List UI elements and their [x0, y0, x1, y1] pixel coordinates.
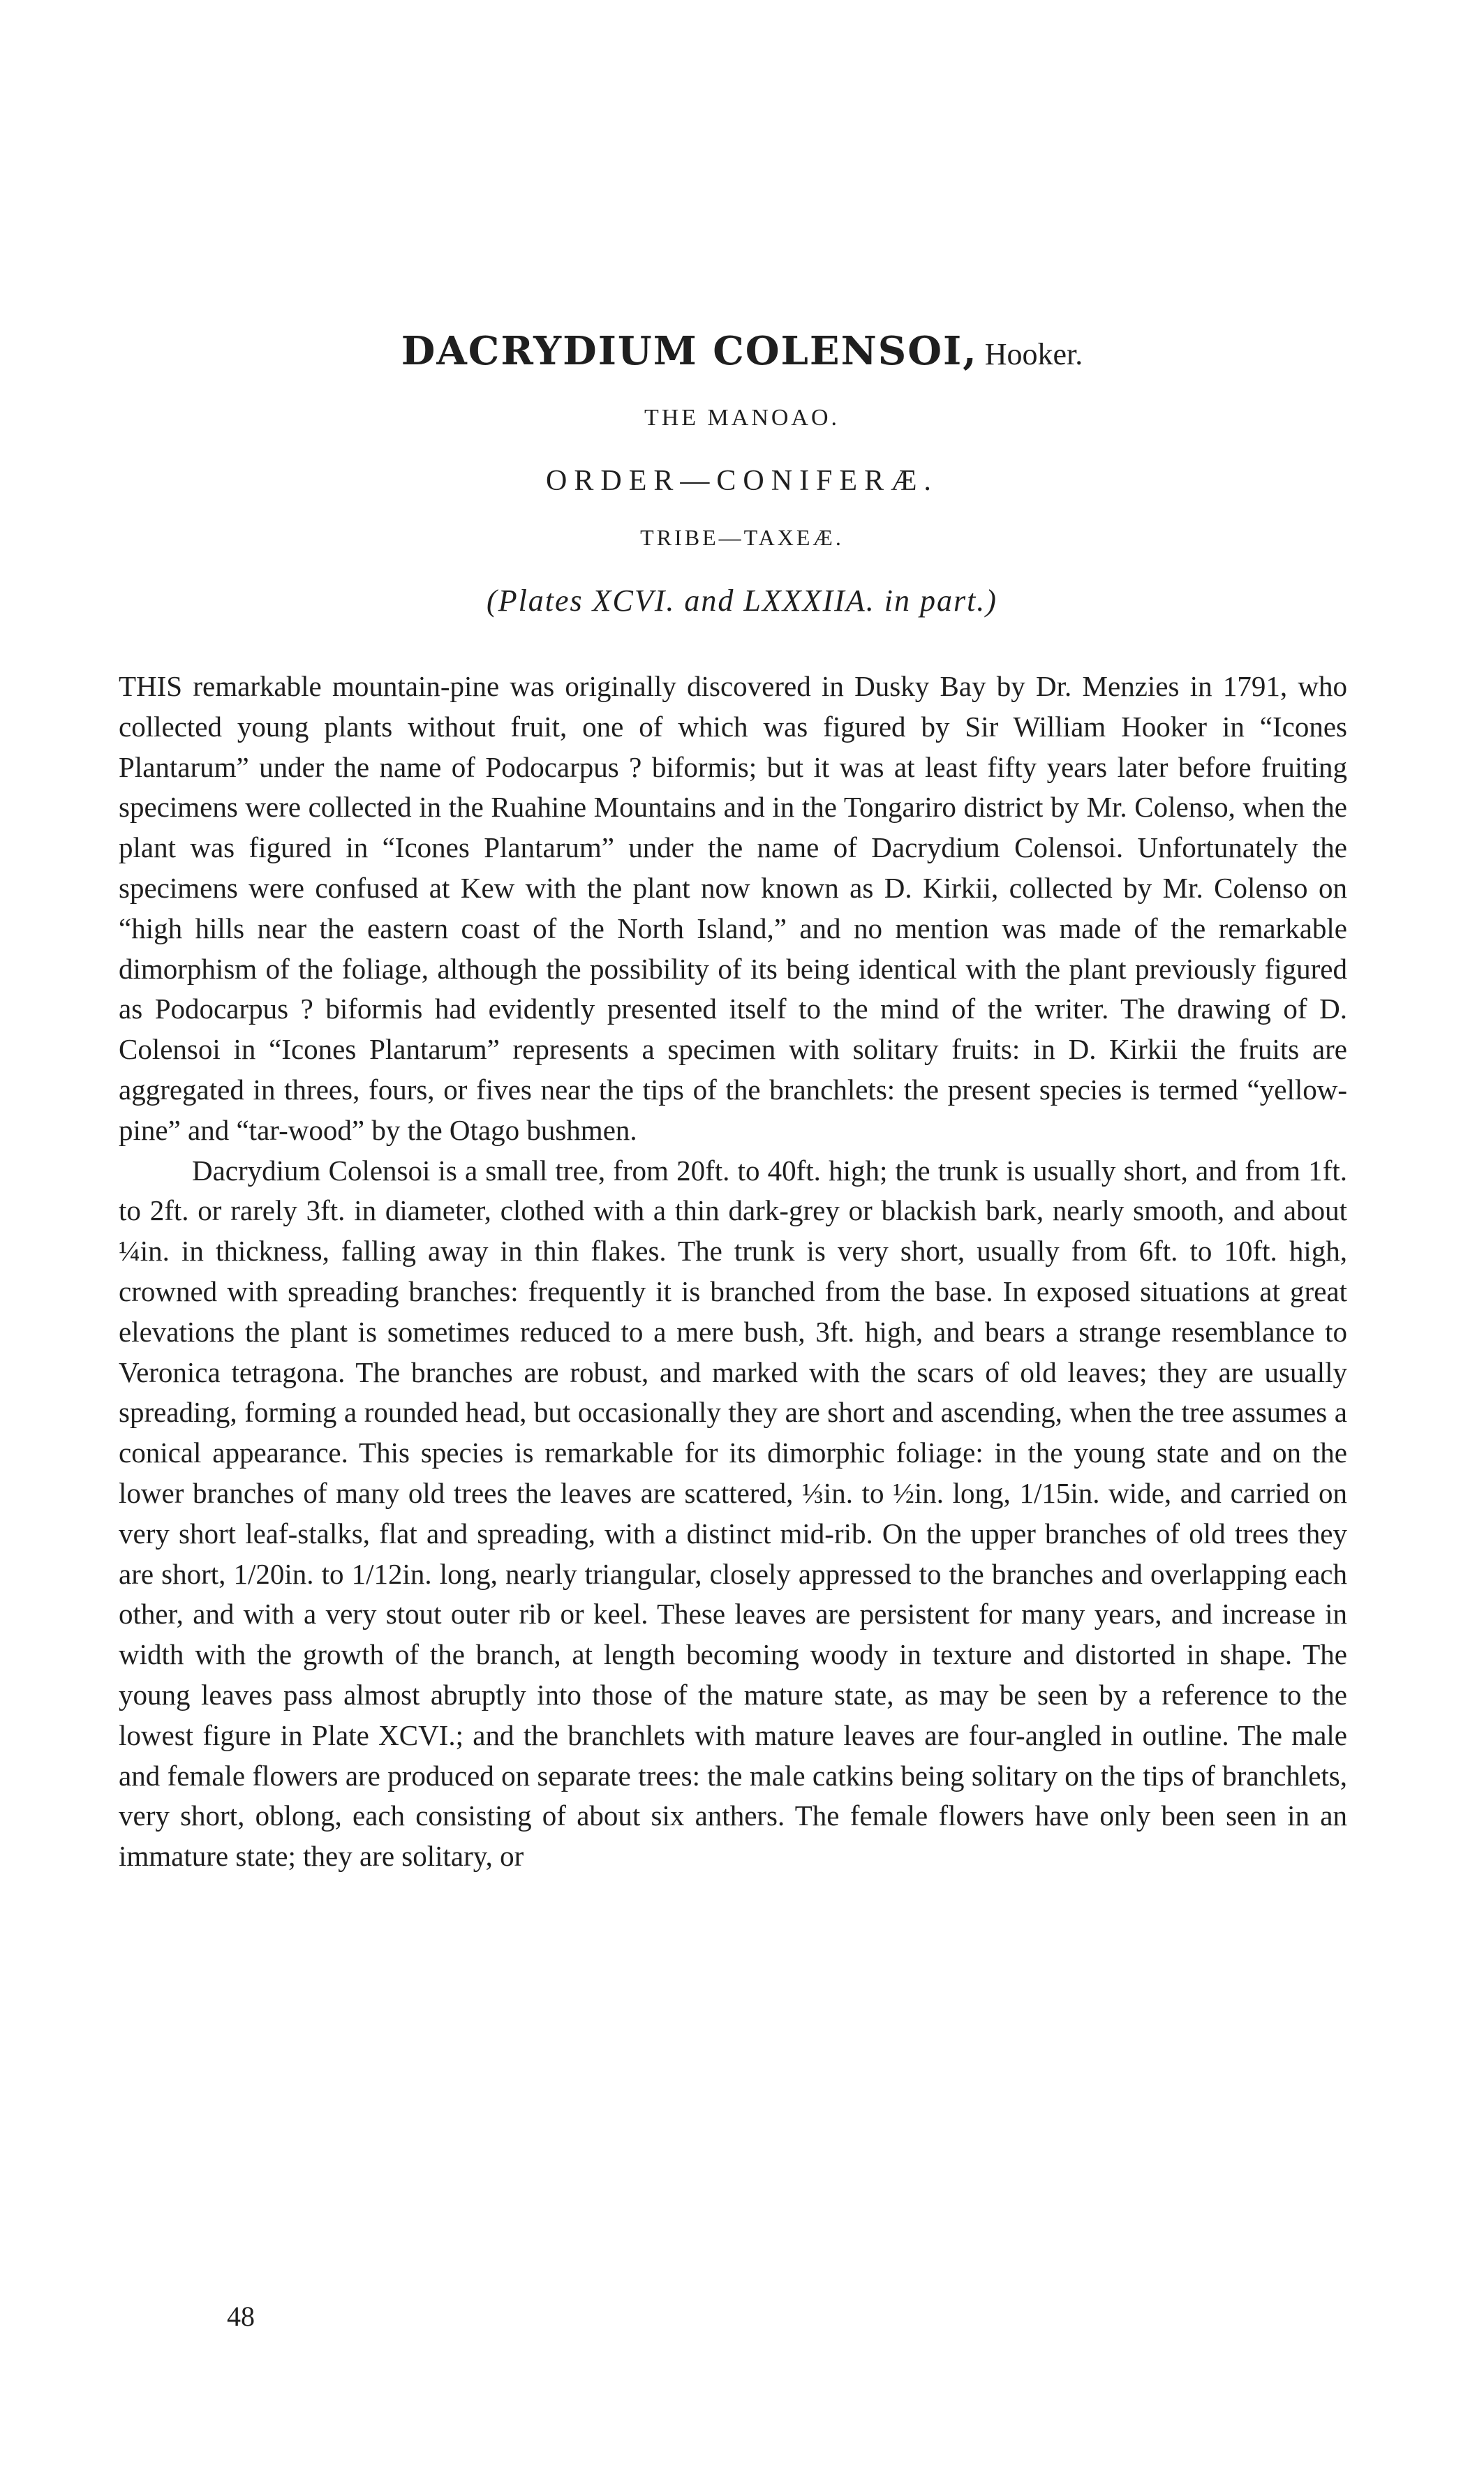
species-heading: [0, 328, 1484, 374]
plates-reference: (Plates XCVI. and LXXXIIA. in part.): [487, 584, 997, 618]
species-author: Hooker.: [984, 337, 1083, 371]
species-title: DACRYDIUM COLENSOI,: [401, 328, 978, 374]
paragraph-intro: THIS remarkable mountain-pine was originally discovered in Dusky Bay by Dr. Menzies in 1791, who collected young plants without fruit, one of which was figured by Sir William Hooker in “Icones Plantarum” under the name of Podocarpus ? biformis; but it was at least fifty years later before fruiting specimens were collected in the Ruahine Mountains and in the Tongariro district by Mr. Colenso, when the plant was figured in “Icones Plantarum” under the name of Dacrydium Colensoi. Unfortunately the specimens were confused at Kew with the plant now known as D. Kirkii, collected by Mr. Colenso on “high hills near the eastern coast of the North Island,” and no mention was made of the remarkable dimorphism of the foliage, although the possibility of its being identical with the plant previously figured as Podocarpus ? biformis had evidently presented itself to the mind of the writer. The drawing of D. Colensoi in “Icones Plantarum” represents a specimen with solitary fruits: in D. Kirkii the fruits are aggregated in threes, fours, or fives near the tips of the branchlets: the present species is termed “yellow-pine” and “tar-wood” by the Otago bushmen.: [119, 670, 1347, 1146]
paragraph-description: Dacrydium Colensoi is a small tree, from 20ft. to 40ft. high; the trunk is usually short, and from 1ft. to 2ft. or rarely 3ft. in diameter, clothed with a thin dark-grey or blackish bark, nearly smooth, and about ¼in. in thickness, falling away in thin flakes. The trunk is very short, usually from 6ft. to 10ft. high, crowned with spreading branches: frequently it is branched from the base. In exposed situations at great elevations the plant is sometimes reduced to a mere bush, 3ft. high, and bears a strange resemblance to Veronica tetragona. The branches are robust, and marked with the scars of old leaves; they are usually spreading, forming a rounded head, but occasionally they are short and ascending, when the tree assumes a conical appearance. This species is remarkable for its dimorphic foliage: in the young state and on the lower branches of many old trees the leaves are scattered, ⅓in. to ½in. long, 1/15in. wide, and carried on very short leaf-stalks, flat and spreading, with a distinct mid-rib. On the upper branches of old trees they are short, 1/20in. to 1/12in. long, nearly triangular, closely appressed to the branches and overlapping each other, and with a very stout outer rib or keel. These leaves are persistent for many years, and increase in width with the growth of the branch, at length becoming woody in texture and distorted in shape. The young leaves pass almost abruptly into those of the mature state, as may be seen by a reference to the lowest figure in Plate XCVI.; and the branchlets with mature leaves are four-angled in outline. The male and female flowers are produced on separate trees: the male catkins being solitary on the tips of branchlets, very short, oblong, each consisting of about six anthers. The female flowers have only been seen in an immature state; they are solitary, or: [119, 1154, 1347, 1873]
common-name: THE MANOAO.: [644, 405, 840, 431]
page-number: 48: [227, 2301, 255, 2332]
body-text: [119, 667, 1347, 1877]
tribe-line: TRIBE—TAXEÆ.: [640, 525, 844, 550]
order-line: ORDER—CONIFERÆ.: [546, 465, 938, 497]
